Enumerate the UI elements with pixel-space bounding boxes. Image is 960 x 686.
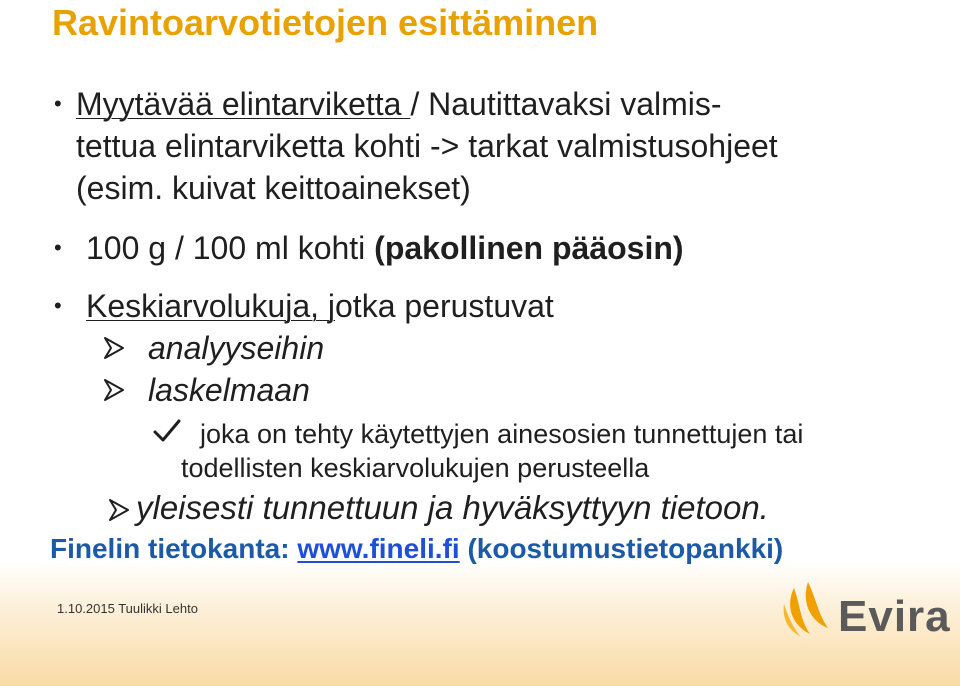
bullet-dot: • bbox=[54, 293, 62, 318]
bullet2-bold-text: (pakollinen pääosin) bbox=[374, 230, 684, 266]
sub-item-laskelmaan: laskelmaan bbox=[148, 372, 310, 408]
fineli-database-line bbox=[50, 533, 783, 565]
footer-date-author: 1.10.2015 Tuulikki Lehto bbox=[57, 601, 198, 616]
arrow-bullet-icon bbox=[108, 498, 130, 522]
bullet3-underlined-text: Keskiarvolukuja, j bbox=[86, 288, 335, 324]
bullet1-line3: (esim. kuivat keittoainekset) bbox=[76, 170, 471, 206]
bullet3-line bbox=[86, 288, 554, 324]
check-line2: todellisten keskiarvolukujen perusteella bbox=[181, 453, 650, 483]
bullet-dot: • bbox=[54, 235, 62, 260]
sub-item-analyyseihin: analyyseihin bbox=[148, 330, 325, 366]
bullet1-rest-text: / Nautittavaksi valmis- bbox=[410, 86, 722, 122]
fineli-prefix: Finelin tietokanta: bbox=[50, 533, 298, 564]
sub-item-yleisesti: yleisesti tunnettuun ja hyväksyttyyn tietoon. bbox=[136, 489, 769, 526]
arrow-bullet-icon bbox=[103, 378, 125, 402]
bullet2-line bbox=[86, 230, 684, 266]
bullet1-underlined-text: Myytävää elintarviketta bbox=[76, 86, 411, 122]
arrow-bullet-icon bbox=[103, 336, 125, 360]
bullet1-line2: tettua elintarviketta kohti -> tarkat valmistusohjeet bbox=[76, 128, 778, 164]
bullet2-normal-text: 100 g / 100 ml kohti bbox=[86, 230, 375, 266]
slide-title: Ravintoarvotietojen esittäminen bbox=[52, 2, 599, 43]
bullet1-line1 bbox=[76, 86, 722, 122]
bullet3-rest-text: otka perustuvat bbox=[335, 288, 554, 324]
checkmark-icon bbox=[152, 418, 182, 444]
fineli-suffix: (koostumustietopankki) bbox=[459, 533, 784, 564]
evira-logo-text: Evira bbox=[838, 592, 951, 641]
fineli-link[interactable]: www.fineli.fi bbox=[297, 533, 460, 564]
check-line1: joka on tehty käytettyjen ainesosien tunnettujen tai bbox=[200, 419, 804, 449]
bullet-dot: • bbox=[54, 91, 62, 116]
